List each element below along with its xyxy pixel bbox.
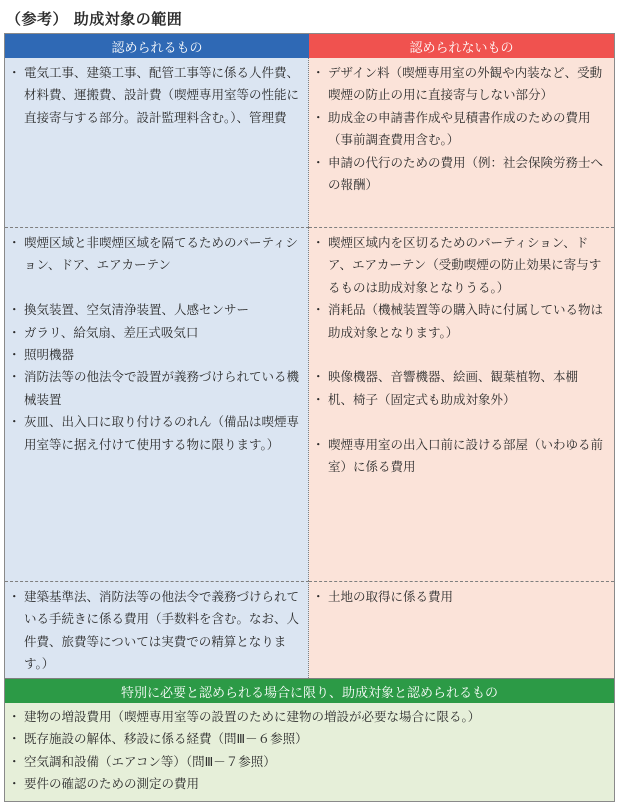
list-item: ・ ガラリ、給気扇、差圧式吸気口 <box>11 322 302 344</box>
spacer <box>11 277 302 299</box>
spacer <box>315 411 608 433</box>
list-item: ・ 喫煙専用室の出入口前に設ける部屋（いわゆる前室）に係る費用 <box>315 434 608 479</box>
special-body <box>5 703 614 801</box>
list-item: ・ 換気装置、空気清浄装置、人感センサー <box>11 299 302 321</box>
table-row <box>5 227 614 581</box>
table-header-row <box>5 34 614 58</box>
list-item: ・ 消防法等の他法令で設置が義務づけられている機械装置 <box>11 366 302 411</box>
list-item: ・ 助成金の申請書作成や見積書作成のための費用（事前調査費用含む。） <box>315 107 608 152</box>
list-item: ・ 灰皿、出入口に取り付けるのれん（備品は喫煙専用室等に据え付けて使用する物に限ります。） <box>11 411 302 456</box>
not-allowed-cell <box>309 58 614 227</box>
list-item: ・ 電気工事、建築工事、配管工事等に係る人件費、材料費、運搬費、設計費（喫煙専用室等の性能に直接寄与する部分。設計監理料含む。）、管理費 <box>11 62 302 129</box>
page-title: （参考） 助成対象の範囲 <box>6 10 183 28</box>
list-item: ・ 既存施設の解体、移設に係る経費（問Ⅲ－６参照） <box>11 728 608 750</box>
list-item: ・ 土地の取得に係る費用 <box>315 586 608 608</box>
allowed-cell <box>5 58 309 227</box>
list-item: ・ 建物の増設費用（喫煙専用室等の設置のために建物の増設が必要な場合に限る。） <box>11 706 608 728</box>
list-item: ・ 机、椅子（固定式も助成対象外） <box>315 389 608 411</box>
allowed-header: 認められるもの <box>5 34 309 58</box>
allowed-cell <box>5 581 309 678</box>
not-allowed-cell <box>309 227 614 581</box>
list-item: ・ 喫煙区域内を区切るためのパーティション、ドア、エアカーテン（受動喫煙の防止効果に寄与するものは助成対象となりうる。） <box>315 232 608 299</box>
list-item: ・ 申請の代行のための費用（例：社会保険労務士への報酬） <box>315 152 608 197</box>
spacer <box>315 344 608 366</box>
list-item: ・ 建築基準法、消防法等の他法令で義務づけられている手続きに係る費用（手数料を含む。なお、人件費、旅費等については実費での精算となります。） <box>11 586 302 676</box>
not-allowed-header: 認められないもの <box>309 34 614 58</box>
list-item: ・ 空気調和設備（エアコン等）（問Ⅲ－７参照） <box>11 751 608 773</box>
list-item: ・ 照明機器 <box>11 344 302 366</box>
list-item: ・ 消耗品（機械装置等の購入時に付属している物は助成対象となります。） <box>315 299 608 344</box>
table-row <box>5 581 614 678</box>
table-row <box>5 58 614 227</box>
list-item: ・ デザイン料（喫煙専用室の外観や内装など、受動喫煙の防止の用に直接寄与しない部分） <box>315 62 608 107</box>
subsidy-scope-table <box>4 33 615 802</box>
list-item: ・ 要件の確認のための測定の費用 <box>11 773 608 795</box>
not-allowed-cell <box>309 581 614 678</box>
list-item: ・ 喫煙区域と非喫煙区域を隔てるためのパーティション、ドア、エアカーテン <box>11 232 302 277</box>
list-item: ・ 映像機器、音響機器、絵画、観葉植物、本棚 <box>315 366 608 388</box>
special-header: 特別に必要と認められる場合に限り、助成対象と認められるもの <box>5 678 614 703</box>
allowed-cell <box>5 227 309 581</box>
